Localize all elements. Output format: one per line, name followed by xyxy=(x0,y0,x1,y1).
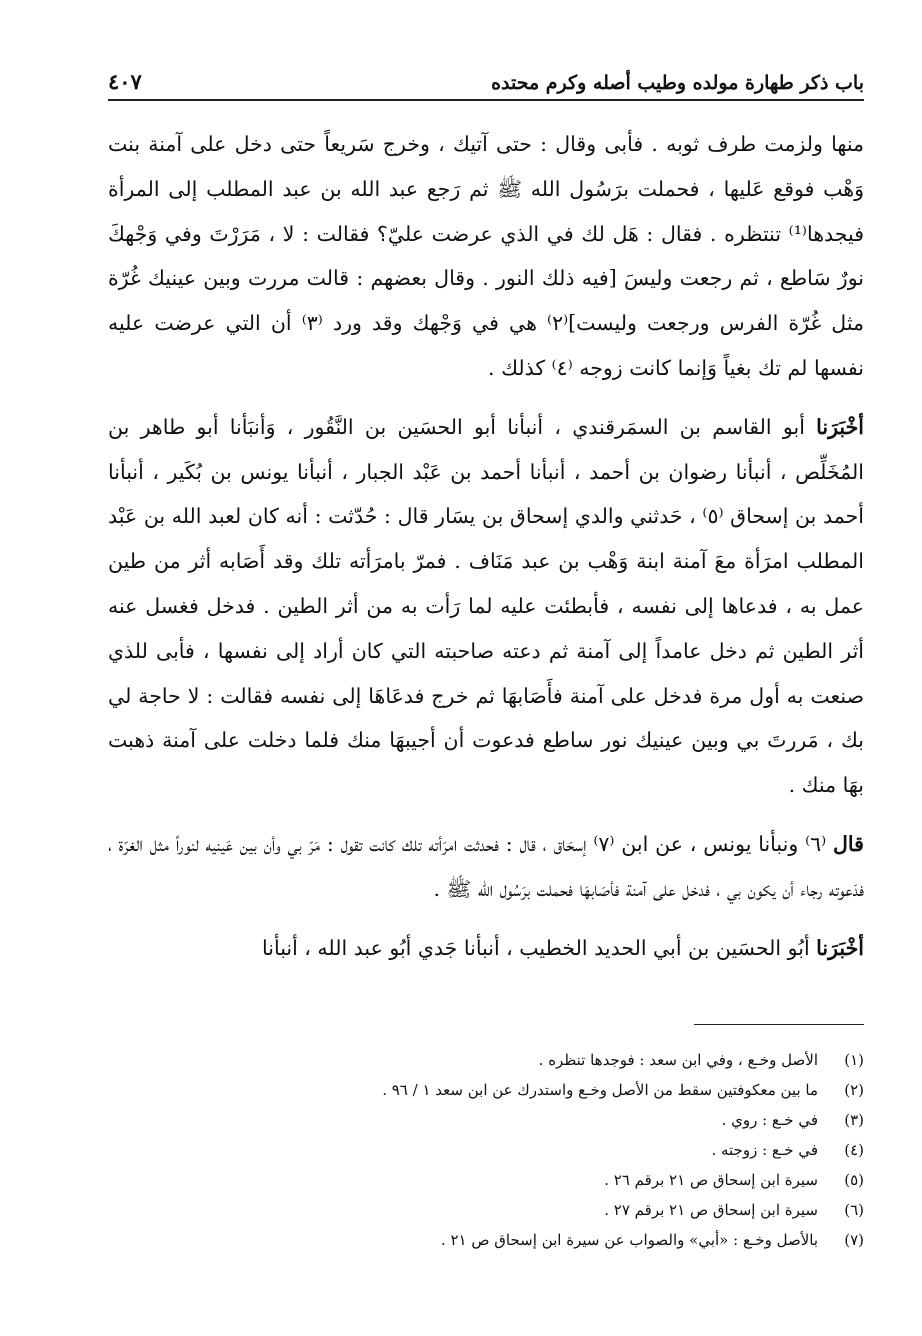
paragraph xyxy=(108,122,864,391)
paragraph-text: أبو القاسم بن السمَرقندي ، أنبأنا أبو الحسَين بن النَّقُور ، وَأنبَأنا أبو طاهر بن المُخَلِّص ، أنبأنا رضوان بن أحمد ، أنبأنا أحمد بن عَبْد الجبار ، أنبأنا يونس بن بُكَير ، أنبأنا أحمد بن إسحاق ⁽٥⁾ ، حَدثني والدي إسحاق بن يسَار قال : حُدّثت : أنه كان لعبد الله بن عَبْد المطلب امرَأة معَ آمنة ابنة وَهْب بن عبد مَنَاف . فمرّ بامرَأته تلك وقد أَصَابه أثر من طين عمل به ، فدعاها إلى نفسه ، فأبطئت عليه لما رَأت به من أثر الطين . فدخل فغسل عنه أثر الطين ثم دخل عامداً إلى آمنة ثم دعته صاحبته التي كان أراد إلى نفسها ، فأبى للذي صنعت به أول مرة فدخل على آمنة فأَصَابهَا ثم خرج فدعَاهَا إلى نفسه فقالت : لا حاجة لي بك ، مَررتَ بي وبين عينيك نور ساطع فدعوت أن أجيبهَا منك فلما دخلت على آمنة ذهبت بهَا منك . xyxy=(108,414,864,798)
paragraph-text: ⁽٦⁾ ونبأنا يونس ، عن ابن ⁽٧⁾ إسحَاق ، قال : فحدثت امرَأته تلك كانت تقول : مَرّ بي وأن بين عَينيه لنوراً مثل الغرّة ، فدَعوته رجاء أن يكون بي ، فدخل على آمنة فأصَابهَا فحملت برَسُول الله ﷺ . xyxy=(108,831,864,901)
paragraph xyxy=(108,822,864,912)
footnote-text: سيرة ابن إسحاق ص ٢١ برقم ٢٧ . xyxy=(604,1201,818,1219)
footnote-text: ما بين معكوفتين سقط من الأصل وخـع واستدرك عن ابن سعد ١ / ٩٦ . xyxy=(382,1081,818,1099)
footnote xyxy=(108,1165,864,1195)
footnote xyxy=(108,1075,864,1105)
footnote-number: (٥) xyxy=(844,1171,864,1189)
footnote-number: (٧) xyxy=(844,1231,864,1249)
footnote xyxy=(108,1045,864,1075)
running-header xyxy=(108,62,864,94)
footnotes xyxy=(108,1045,864,1255)
footnote xyxy=(108,1105,864,1135)
footnote-separator xyxy=(694,1024,864,1025)
paragraph-text: منها ولزمت طرف ثوبه . فأبى وقال : حتى آتيك ، وخرج سَريعاً حتى دخل على آمنة بنت وَهْب فوقع عَليها ، فحملت برَسُول الله ﷺ ثم رَجع عبد الله بن عبد المطلب إلى المرأة فيجدها⁽¹⁾ تنتظره . فقال : هَل لك في الذي عرضت عليّ؟ فقالت : لا ، مَرَرْتَ وفي وَجْهكَ نورٌ سَاطع ، ثم رجعت وليسَ [فيه ذلك النور . وقال بعضهم : قالت مررت وبين عينيك غُرّة مثل غُرّة الفرس ورجعت وليست]⁽٢⁾ هي في وَجْهك وقد ورد ⁽٣⁾ أن التي عرضت عليه نفسها لم تك بغياً وَإنما كانت زوجه ⁽٤⁾ كذلك . xyxy=(108,132,864,380)
footnote-number: (٢) xyxy=(844,1081,864,1099)
chapter-title: باب ذكر طهارة مولده وطيب أصله وكرم محتده xyxy=(491,72,864,94)
header-rule xyxy=(108,99,864,101)
footnote xyxy=(108,1135,864,1165)
footnote-text: في خـع : روي . xyxy=(721,1111,818,1129)
footnote-number: (١) xyxy=(844,1051,864,1069)
paragraph-lead: أخْبَرَنا xyxy=(816,414,864,439)
paragraph-lead: قال xyxy=(833,831,864,856)
footnote xyxy=(108,1225,864,1255)
footnote-number: (٣) xyxy=(844,1111,864,1129)
paragraph-text: أبُو الحسَين بن أبي الحديد الخطيب ، أنبأنا جَدي أبُو عبد الله ، أنبأنا xyxy=(262,935,810,960)
footnote-text: سيرة ابن إسحاق ص ٢١ برقم ٢٦ . xyxy=(604,1171,818,1189)
paragraph xyxy=(108,926,864,971)
footnote-number: (٤) xyxy=(844,1141,864,1159)
main-text xyxy=(108,122,864,970)
footnote-text: في خـع : زوجته . xyxy=(711,1141,818,1159)
page-number: ٤٠٧ xyxy=(108,69,142,94)
footnote-number: (٦) xyxy=(844,1201,864,1219)
footnote-text: بالأصل وخـع : «أبي» والصواب عن سيرة ابن إسحاق ص ٢١ . xyxy=(440,1231,818,1249)
footnote-text: الأصل وخـع ، وفي ابن سعد : فوجدها تنظره . xyxy=(538,1051,818,1069)
paragraph-lead: أخْبَرَنا xyxy=(816,935,864,960)
footnote xyxy=(108,1195,864,1225)
paragraph xyxy=(108,405,864,808)
